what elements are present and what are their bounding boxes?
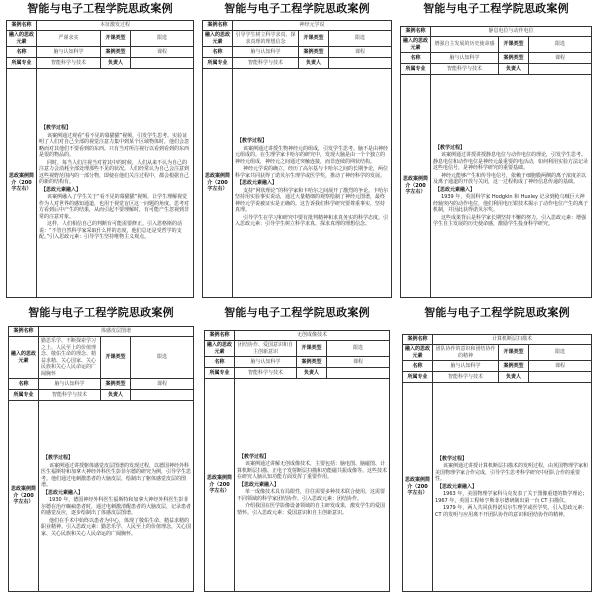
major-label: 所属专业 [7,58,37,69]
summary-label: 思政案例简介（200字左右） [9,401,39,592]
case-type-label: 案例类型 [101,47,131,58]
case-card [204,306,390,594]
case-type-label: 案例类型 [499,361,529,372]
course-name-label: 名称 [7,47,37,58]
course-name-label: 名称 [205,357,235,368]
case-table [204,330,390,592]
political-element-value: 增强自主发展的历史使命感 [431,37,499,53]
case-type-label: 案例类型 [101,379,131,390]
major-label: 所属专业 [205,368,235,379]
case-name-value: 神经元学说 [233,21,392,31]
course-name-value: 脑与认知科学 [37,47,101,58]
teaching-type-value: 限选 [529,37,592,53]
political-element-value: 严谨求实 [37,31,101,47]
summary-body [431,75,592,298]
case-type-label: 案例类型 [299,47,329,58]
case-name-label: 案例名称 [205,331,235,341]
summary-body [39,401,194,592]
case-name-label: 案例名称 [9,327,39,337]
section-heading: 【思政元素融入】 [435,186,476,193]
case-name-value: 本征激发过程 [37,21,194,31]
person-label: 负责人 [299,58,329,69]
case-card [402,306,592,594]
course-name-label: 名称 [403,361,433,372]
course-name-label: 名称 [203,47,233,58]
case-type-label: 案例类型 [499,53,529,64]
person-value [329,58,392,69]
major-label: 所属专业 [203,58,233,69]
summary-body [235,379,390,592]
section-text: 该案例通过讲授讲授静息电位与动作电位的理论，引发学生思考。静息电位和动作电位是神经元最重要的电活动，如何利用实验方法记录这些电信号，是神经科学研究的重要基础。 [433,152,589,171]
case-table [6,20,194,298]
major-value: 智能科学与技术 [39,390,101,401]
section-text: 支持“网状理论”的科学家和卡哈尔之间展开了激烈的争论。卡哈尔坚持用实验事实说话，通过大量精细的观察绘制了神经元图谱，最终神经元学说被证实是正确的。这告诉我们科学研究要尊重事实，坚持真理。 [235,187,389,214]
section-heading: 【教学过程】 [41,125,72,132]
teaching-type-label: 开课类型 [499,345,529,361]
case-card [6,2,194,300]
political-element-label: 融入的思政元素 [203,31,233,47]
political-element-value: 引导学生树立科学求真、探求真理的理想信念 [233,31,299,47]
section-heading: 【思政元素融入】 [41,186,82,193]
case-name-label: 案例名称 [203,21,233,31]
political-element-label: 融入的思政元素 [401,37,431,53]
case-name-label: 案例名称 [7,21,37,31]
person-label: 负责人 [297,368,327,379]
political-element-label: 融入的思政元素 [205,341,235,357]
case-type-value: 课程 [529,53,592,64]
teaching-type-label: 开课类型 [499,37,529,53]
section-text: 1939 年，英国科学家 Hodgkin 和 Huxley 记录到枪乌贼巨大神经轴突内的动作电位，他们利用电压钳技术揭示了动作电位产生的离子机制，并因此获得诺贝尔奖。 [433,194,589,213]
section-text: 引导学生在学习和研究中要有批判精神和求真务实的科学态度。引入思政元素：引导学生树立科学求真、探求真理的理想信念。 [235,214,389,228]
case-type-value: 课程 [329,47,392,58]
course-name-value: 脑与认知科学 [433,361,499,372]
major-value: 智能科学与技术 [433,372,499,383]
case-name-value: 体感皮层图谱 [39,327,194,337]
political-element-value: 团队协作的意识和团结协作的精神 [433,345,499,361]
course-name-value: 脑与认知科学 [39,379,101,390]
case-table [400,26,592,298]
card-title: 智能与电子工程学院思政案例 [28,306,174,319]
case-type-label: 案例类型 [297,357,327,368]
section-heading: 【教学过程】 [239,453,270,460]
section-text: 1963 年，美国物理学家科马克发表了关于图像重建的数学理论；1967 年，英国工程师亨斯菲尔德研制出第一台 CT 扫描仪。 [435,491,588,504]
major-label: 所属专业 [9,390,39,401]
summary-label: 思政案例简介（200字左右） [403,383,433,592]
case-card [400,2,592,300]
major-label: 所属专业 [403,372,433,383]
section-text: 他们在手术中始终以患者为中心，体现了敬佑生命、精益求精的职业精神。引入思政元素：勤思乐学、人民至上的价值理念，关心国家、关心民族和关心人民命运的广阔胸怀。 [41,517,192,537]
case-type-value: 课程 [327,357,390,368]
person-label: 负责人 [499,64,529,75]
teaching-type-value: 限选 [327,341,390,357]
course-name-label: 名称 [401,53,431,64]
major-value: 智能科学与技术 [235,368,297,379]
summary-label: 思政案例简介（200字左右） [205,379,235,592]
section-text: 该案例融入了学生关于“看不见的幕猫猫”视频，让学生理解视觉作为人对世界的感知通道，也用于视觉盲区这一问题的角度。思考对方看到后中产生的结果，从而引起不要理解时，有可能产生忽视到非常的注意对象。 [39,194,190,220]
section-text: 神经元能够产生和传导电信号，依赖于细胞膜两侧的离子浓度差以及离子通道的开放与关闭，这一过程构成了神经信息传递的基础。 [433,172,587,185]
political-element-label: 融入的思政元素 [403,345,433,361]
section-text: 同时，每当人们注视当对着其中的时候，人们从来不认为自己的注意力会消耗全部处理那些不见的状况。人们经常认为自己会注意到这些视野范围内的一部分物，即使在他们关注过程中，都会根据自己的新的结构有。 [39,159,190,186]
summary-label: 思政案例简介（200字左右） [203,69,233,298]
summary-label: 思政案例简介（200字左右） [7,69,37,298]
course-name-value: 脑与认知科学 [235,357,297,368]
summary-label: 思政案例简介（200字左右） [401,75,431,298]
person-value [327,368,390,379]
teaching-type-value: 限选 [329,31,392,47]
teaching-type-value: 限选 [131,31,194,47]
political-element-label: 融入的思政元素 [7,31,37,47]
card-title: 智能与电子工程学院思政案例 [27,2,173,15]
major-label: 所属专业 [401,64,431,75]
section-text: 该案例通过观看“看不见的幕猫猫”视频，引发学生思考。实验证明了人们对自己全部的视觉注意力集中到某个区域物体时，他们会忽略而对其他们不要看到的东西。只有当对所注视行以看到看到的东西是很的物品的。 [39,132,190,159]
course-name-label: 名称 [9,379,39,390]
card-title: 智能与电子工程学院思政案例 [224,2,370,15]
section-text: 1930 年，德国神经外科医生福斯特和加拿大神经外科医生彭菲尔德在治疗癫痫患者时，通过电刺激清醒患者的大脑皮层，记录患者的感觉反应，逐步绘制出了体感皮层图谱。 [41,497,192,516]
case-name-label: 案例名称 [403,335,433,345]
section-text: 该案例通过讲授生物神经元的组成，引发学生思考。脑不是由神经元组成的。在生理学家卡哈尔的研究中，发现大脑是由一个个独立的神经元组成，神经元之间通过突触连接，而非连续的网状结构。 [235,145,389,165]
case-table [8,326,194,592]
case-card [8,306,194,594]
case-name-label: 案例名称 [401,27,431,37]
person-value [131,390,194,401]
section-text: 这些成果背后是科学家长期坚持不懈的努力。引入思政元素：增强学生自主发展的历史使命感，激励学生投身科学研究。 [433,214,587,227]
course-name-value: 脑与认知科学 [431,53,499,64]
section-text: 1979 年，两人共同获得诺贝尔生理学或医学奖。引入思政元素：CT 的发明与应用离不开团队协作的意识和团结协作的精神。 [435,505,588,518]
major-value: 智能科学与技术 [37,58,101,69]
teaching-type-label: 开课类型 [299,31,329,47]
case-name-value: 无创成像技术 [235,331,390,341]
section-text: 介绍我国在医学影像设备领域的自主研发成果，激发学生的爱国情怀。引入思政元素：爱国意识和自主创新意识。 [237,503,386,516]
summary-body [233,69,392,298]
section-text: 该案例通过讲授躯体感觉皮层图谱的发现过程，以德国神经外科医生福斯特和加拿大神经外科医生彭菲尔德的研究为例，引导学生思考。他们通过电刺激患者的大脑皮层，绘制出了躯体感觉皮层的图谱。 [41,462,192,488]
political-element-label: 融入的思政元素 [9,337,39,379]
person-label: 负责人 [101,390,131,401]
section-text: 单一成像技术具有局限性，往往需要多种技术联合使用，这需要不同领域的科学家团结协作。引入思政元素：团结协作。 [237,489,386,502]
section-heading: 【教学过程】 [237,138,268,145]
section-heading: 【思政元素融入】 [437,483,478,490]
case-table [202,20,392,298]
section-heading: 【教学过程】 [435,144,466,151]
case-card [202,2,392,300]
section-text: 神经元学说的确立，经历了高尔基与卡哈尔之间的长期争论，两位科学家共同获得了诺贝尔生理学或医学奖，推动了神经科学的发展。 [235,166,389,179]
person-label: 负责人 [101,58,131,69]
section-heading: 【教学过程】 [43,455,74,461]
case-type-value: 课程 [131,47,194,58]
case-name-value: 静息电位与动作电位 [431,27,592,37]
section-text: 该案例通过讲授计算机断层扫描术的发明过程，由英国物理学家和美国物理学家合作完成，引导学生思考科学研究中团队合作的重要性。 [435,463,589,483]
summary-body [37,69,194,298]
major-value: 智能科学与技术 [431,64,499,75]
section-text: 该案例通过讲解无创成像技术，主要包括：脑电图、脑磁图、计算机断层扫描、正电子发射断层扫描和功能磁共振成像等。这些技术在研究人脑认知功能方面发挥了重要作用。 [237,461,388,481]
section-heading: 【思政元素融入】 [239,481,280,488]
case-type-value: 课程 [131,379,194,390]
person-value [131,58,194,69]
card-title: 智能与电子工程学院思政案例 [424,306,570,319]
case-table [402,334,592,592]
section-heading: 【思政元素融入】 [43,489,84,496]
card-title: 智能与电子工程学院思政案例 [423,2,569,15]
case-type-value: 课程 [529,361,592,372]
teaching-type-value: 限选 [131,337,194,379]
person-label: 负责人 [499,372,529,383]
case-name-value: 计算机断层扫描术 [433,335,592,345]
teaching-type-value: 限选 [529,345,592,361]
major-value: 智能科学与技术 [233,58,299,69]
card-title: 智能与电子工程学院思政案例 [224,306,370,319]
political-element-value: 团结协作、爱国意识和自主创新意识 [235,341,297,357]
teaching-type-label: 开课类型 [101,337,131,379]
person-value [529,372,592,383]
political-element-value: 勤思乐学、不断探索学习之上、人民至上的价值理念、敬佑生命的理念、精益求精、关心国家、关心民族和关心人民命运的广阔胸怀 [39,337,101,379]
person-value [529,64,592,75]
teaching-type-label: 开课类型 [297,341,327,357]
section-text: 这样，人们相信自己的判断有可能需要修正。引入恩格斯的话说：“不管自然科学家采取什么样的态度，他们总还是受哲学的支配。”引入思政元素：引导学生坚持唯物主义观点。 [39,221,183,241]
section-heading: 【教学过程】 [437,455,468,462]
summary-body [433,383,592,592]
section-heading: 【思政元素融入】 [237,180,278,187]
course-name-value: 脑与认知科学 [233,47,299,58]
teaching-type-label: 开课类型 [101,31,131,47]
